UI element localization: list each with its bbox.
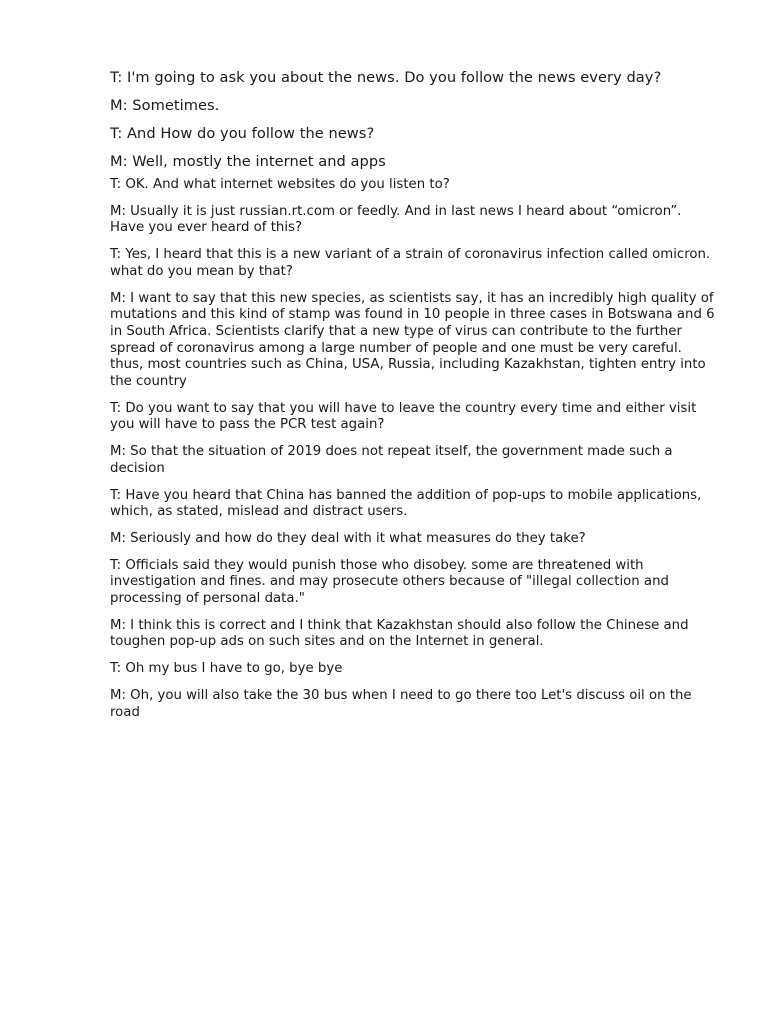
- dialogue-line-1: T: I'm going to ask you about the news. Do you follow the news every day?: [110, 69, 662, 86]
- dialogue-line-10: M: So that the situation of 2019 does not repeat itself, the government made such a decision: [110, 444, 673, 476]
- dialogue-line-4: M: Well, mostly the internet and apps: [110, 153, 386, 170]
- dialogue-line-13: T: Officials said they would punish those who disobey. some are threatened with investigation and fines. and may prosecute others because of "illegal collection and processing of personal data.": [110, 557, 669, 607]
- dialogue-line-9: T: Do you want to say that you will have to leave the country every time and either visit you will have to pass the PCR test again?: [110, 400, 697, 433]
- dialogue-line-7: T: Yes, I heard that this is a new variant of a strain of coronavirus infection called omicron. what do you mean by that?: [110, 247, 711, 279]
- dialogue-line-6: M: Usually it is just russian.rt.com or feedly. And in last news I heard about “omicron”. Have you ever heard of this?: [110, 203, 682, 236]
- dialogue-line-12: M: Seriously and how do they deal with it what measures do they take?: [110, 530, 586, 546]
- dialogue-line-3: T: And How do you follow the news?: [110, 125, 375, 142]
- dialogue-line-15: T: Oh my bus I have to go, bye bye: [110, 661, 343, 677]
- dialogue-line-11: T: Have you heard that China has banned the addition of pop-ups to mobile applications, which, as stated, mislead and distract users.: [110, 487, 702, 520]
- dialogue-line-14: M: I think this is correct and I think that Kazakhstan should also follow the Chinese and toughen pop-up ads on such sites and on the Internet in general.: [110, 617, 689, 650]
- dialogue-line-2: M: Sometimes.: [110, 97, 220, 114]
- dialogue-line-5: T: OK. And what internet websites do you listen to?: [110, 177, 450, 192]
- dialogue-line-8: M: I want to say that this new species, as scientists say, it has an incredibly high quality of mutations and this kind of stamp was found in 10 people in three cases in Botswana and 6 in South Africa. Scientists clarify that a new type of virus can contribute to the further spread of coronavirus among a large number of people and one must be very careful. thus, most countries such as China, USA, Russia, including Kazakhstan, tighten entry into the country: [110, 290, 715, 390]
- dialogue-line-16: M: Oh, you will also take the 30 bus when I need to go there too Let's discuss oil on the road: [110, 687, 692, 720]
